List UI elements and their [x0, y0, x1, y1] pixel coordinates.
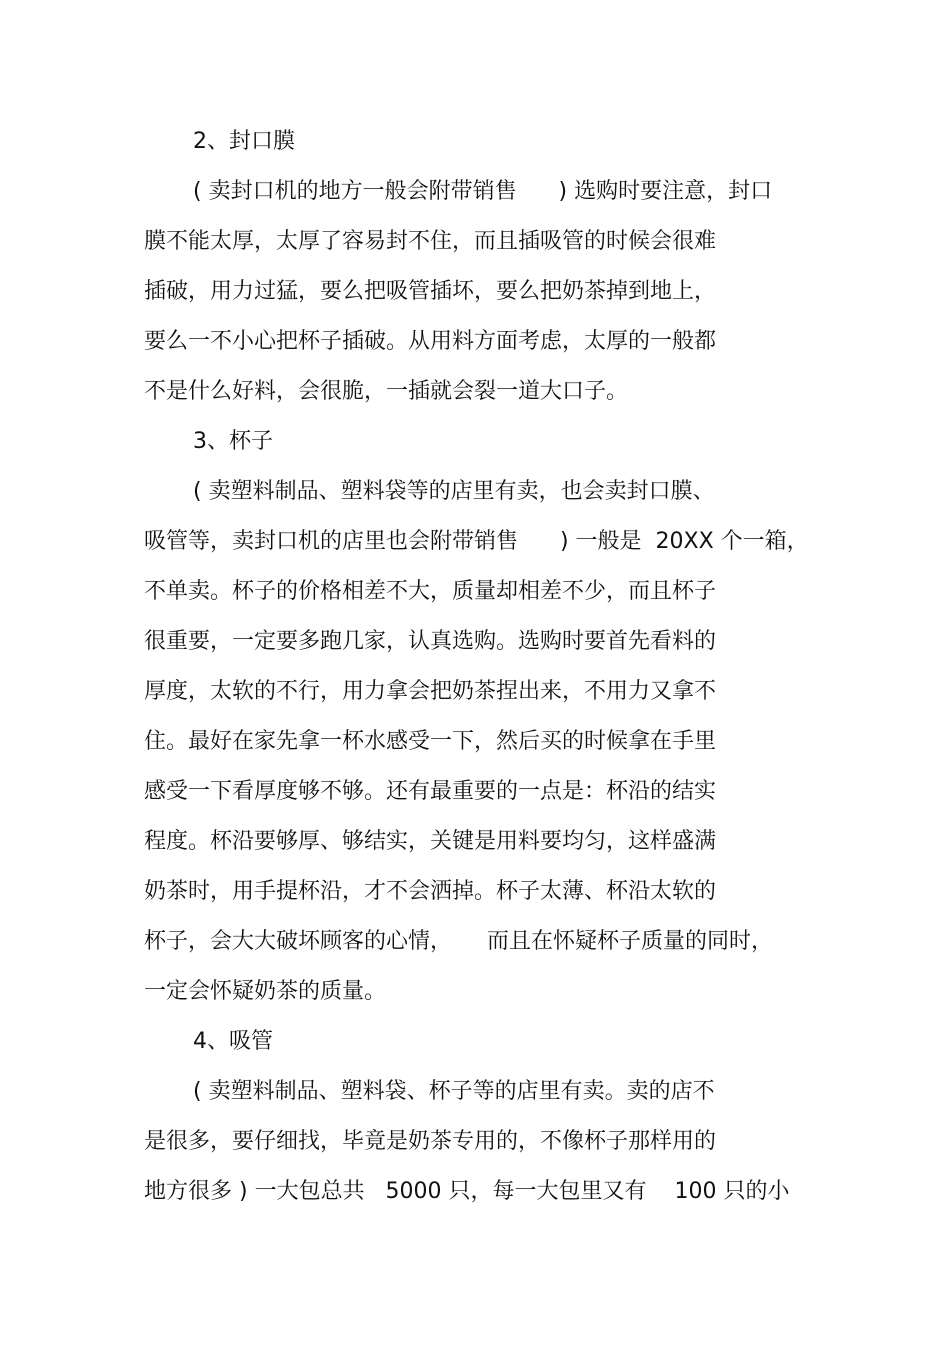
paragraph-line: 不单卖。杯子的价格相差不大，质量却相差不少，而且杯子: [144, 579, 717, 604]
paragraph-line: 住。最好在家先拿一杯水感受一下，然后买的时候拿在手里: [144, 729, 717, 754]
paragraph-line: 插破，用力过猛，要么把吸管插坏，要么把奶茶掉到地上，: [144, 279, 717, 304]
paragraph-line: 一定会怀疑奶茶的质量。: [144, 979, 387, 1004]
paragraph-line: 是很多，要仔细找，毕竟是奶茶专用的，不像杯子那样用的: [144, 1129, 717, 1154]
paragraph-line: ( 卖塑料制品、塑料袋等的店里有卖，也会卖封口膜、: [193, 479, 715, 504]
paragraph-line: 地方很多 ) 一大包总共 5000 只，每一大包里又有 100 只的小: [144, 1179, 790, 1204]
paragraph-line: 要么一不小心把杯子插破。从用料方面考虑，太厚的一般都: [144, 329, 717, 354]
heading-cups: 3、杯子: [193, 429, 273, 454]
paragraph-line: 厚度，太软的不行，用力拿会把奶茶捏出来，不用力又拿不: [144, 679, 717, 704]
paragraph-line: 奶茶时，用手提杯沿，才不会洒掉。杯子太薄、杯沿太软的: [144, 879, 717, 904]
paragraph-line: 膜不能太厚，太厚了容易封不住，而且插吸管的时候会很难: [144, 229, 717, 254]
paragraph-line: 杯子，会大大破坏顾客的心情， 而且在怀疑杯子质量的同时，: [144, 929, 773, 954]
heading-straws: 4、吸管: [193, 1029, 273, 1054]
paragraph-line: 很重要，一定要多跑几家，认真选购。选购时要首先看料的: [144, 629, 717, 654]
paragraph-line: 吸管等，卖封口机的店里也会附带销售 ) 一般是 20XX 个一箱，: [144, 529, 809, 554]
paragraph-line: ( 卖封口机的地方一般会附带销售 ) 选购时要注意，封口: [193, 179, 773, 204]
paragraph-line: 程度。杯沿要够厚、够结实，关键是用料要均匀，这样盛满: [144, 829, 717, 854]
paragraph-line: ( 卖塑料制品、塑料袋、杯子等的店里有卖。卖的店不: [193, 1079, 715, 1104]
paragraph-line: 不是什么好料，会很脆，一插就会裂一道大口子。: [144, 379, 629, 404]
heading-sealing-film: 2、封口膜: [193, 129, 295, 154]
paragraph-line: 感受一下看厚度够不够。还有最重要的一点是：杯沿的结实: [144, 779, 717, 804]
